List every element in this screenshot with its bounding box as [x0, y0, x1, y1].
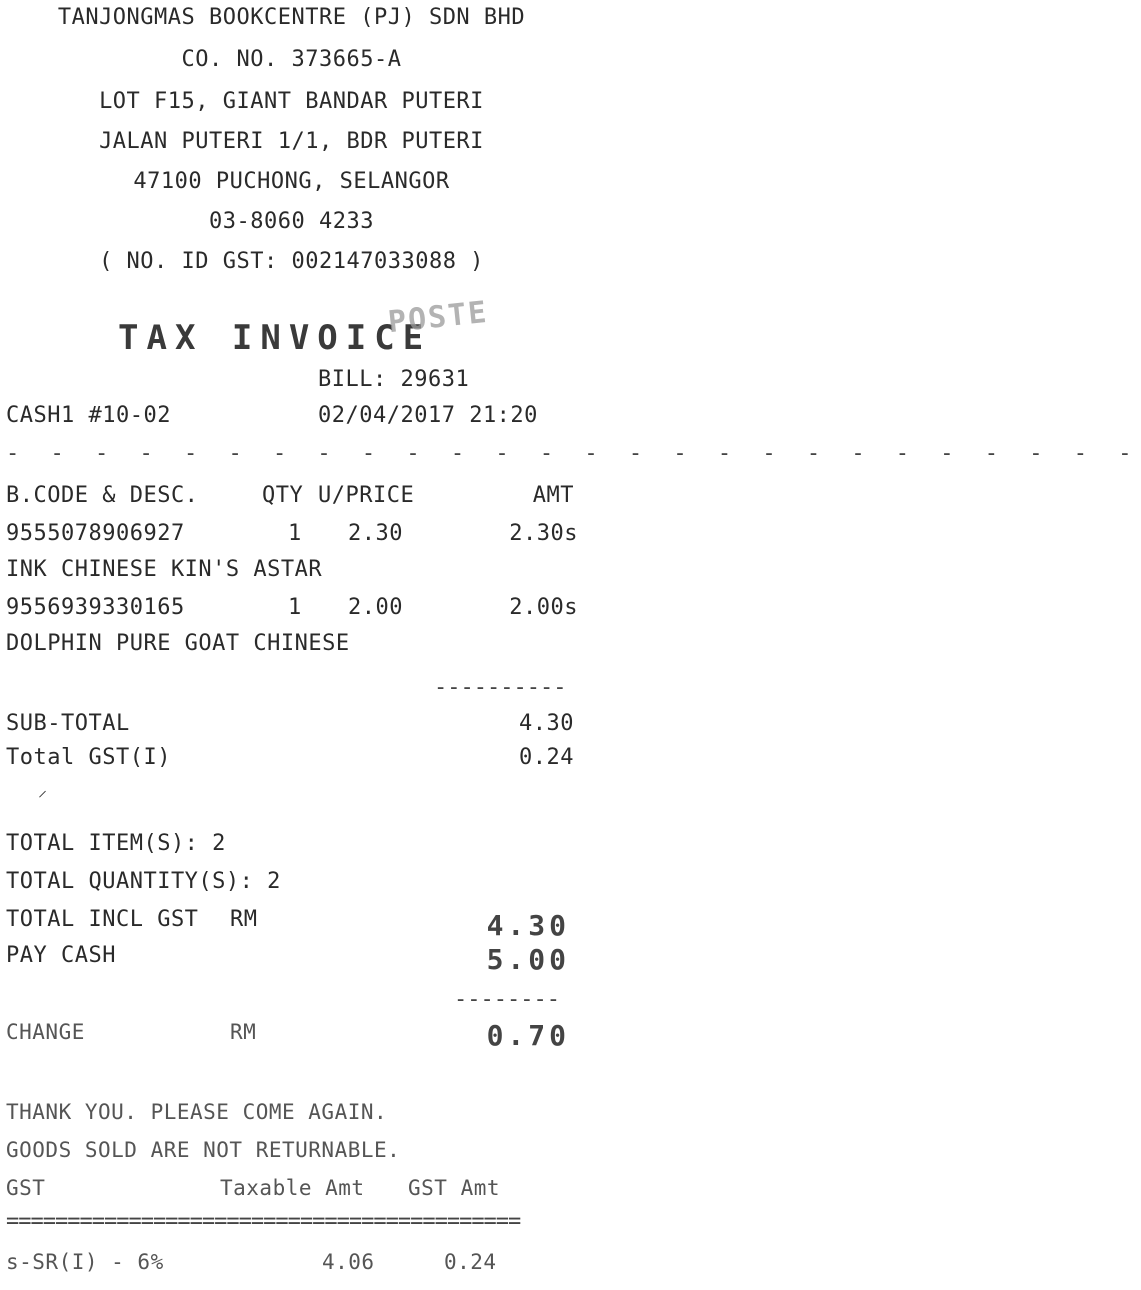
total-incl-gst-value: 4.30	[486, 909, 570, 942]
gst-column-header: GST	[6, 1176, 46, 1200]
gst-total-value: 0.24	[519, 745, 574, 770]
item-code: 9556939330165	[6, 595, 185, 620]
column-unit-price: U/PRICE	[318, 483, 415, 508]
return-policy: GOODS SOLD ARE NOT RETURNABLE.	[6, 1138, 401, 1162]
subtotal-divider: ----------	[434, 675, 567, 700]
company-name: TANJONGMAS BOOKCENTRE (PJ) SDN BHD	[57, 5, 526, 30]
thank-you-message: THANK YOU. PLEASE COME AGAIN.	[6, 1100, 388, 1124]
stamp-mark: POSTE	[386, 294, 490, 341]
total-incl-gst-label: TOTAL INCL GST	[6, 907, 199, 932]
item-amount: 2.00s	[509, 595, 578, 620]
item-unit-price: 2.00	[348, 595, 403, 620]
change-value: 0.70	[486, 1019, 570, 1052]
column-code-desc: B.CODE & DESC.	[6, 483, 199, 508]
item-description: INK CHINESE KIN'S ASTAR	[6, 557, 323, 582]
invoice-title: TAX INVOICE	[118, 318, 432, 358]
item-description: DOLPHIN PURE GOAT CHINESE	[6, 631, 350, 656]
total-items: TOTAL ITEM(S): 2	[6, 831, 226, 856]
address-line-3: 47100 PUCHONG, SELANGOR	[133, 169, 450, 194]
subtotal-value: 4.30	[519, 711, 574, 736]
change-divider: --------	[454, 987, 560, 1012]
total-quantity: TOTAL QUANTITY(S): 2	[6, 869, 281, 894]
column-amount: AMT	[532, 483, 574, 508]
taxable-amount: 4.06	[322, 1250, 375, 1274]
item-qty: 1	[288, 595, 302, 620]
gst-code: s-SR(I) - 6%	[6, 1250, 164, 1274]
dashed-divider: - - - - - - - - - - - - - - - - - - - - - - - - - -	[6, 441, 1141, 466]
pay-cash-value: 5.00	[486, 943, 570, 976]
address-line-1: LOT F15, GIANT BANDAR PUTERI	[99, 89, 484, 114]
item-code: 9555078906927	[6, 521, 185, 546]
currency-label: RM	[230, 907, 258, 932]
gst-amount: 0.24	[444, 1250, 497, 1274]
pay-cash-label: PAY CASH	[6, 943, 116, 968]
phone-number: 03-8060 4233	[209, 209, 374, 234]
bill-number: BILL: 29631	[318, 367, 470, 392]
column-qty: QTY	[262, 483, 304, 508]
cashier-id: CASH1 #10-02	[6, 403, 171, 428]
item-unit-price: 2.30	[348, 521, 403, 546]
item-qty: 1	[288, 521, 302, 546]
gst-total-label: Total GST(I)	[6, 745, 171, 770]
taxable-column-header: Taxable Amt	[220, 1176, 365, 1200]
pen-mark: ⸝	[38, 780, 47, 801]
subtotal-label: SUB-TOTAL	[6, 711, 130, 736]
company-number: CO. NO. 373665-A	[181, 47, 402, 72]
address-line-2: JALAN PUTERI 1/1, BDR PUTERI	[99, 129, 484, 154]
item-amount: 2.30s	[509, 521, 578, 546]
gst-id: ( NO. ID GST: 002147033088 )	[99, 249, 484, 274]
invoice-datetime: 02/04/2017 21:20	[318, 403, 538, 428]
change-label: CHANGE	[6, 1020, 85, 1044]
double-divider: ==========================================	[6, 1209, 521, 1234]
gst-amount-column-header: GST Amt	[408, 1176, 501, 1200]
currency-label: RM	[230, 1020, 257, 1044]
